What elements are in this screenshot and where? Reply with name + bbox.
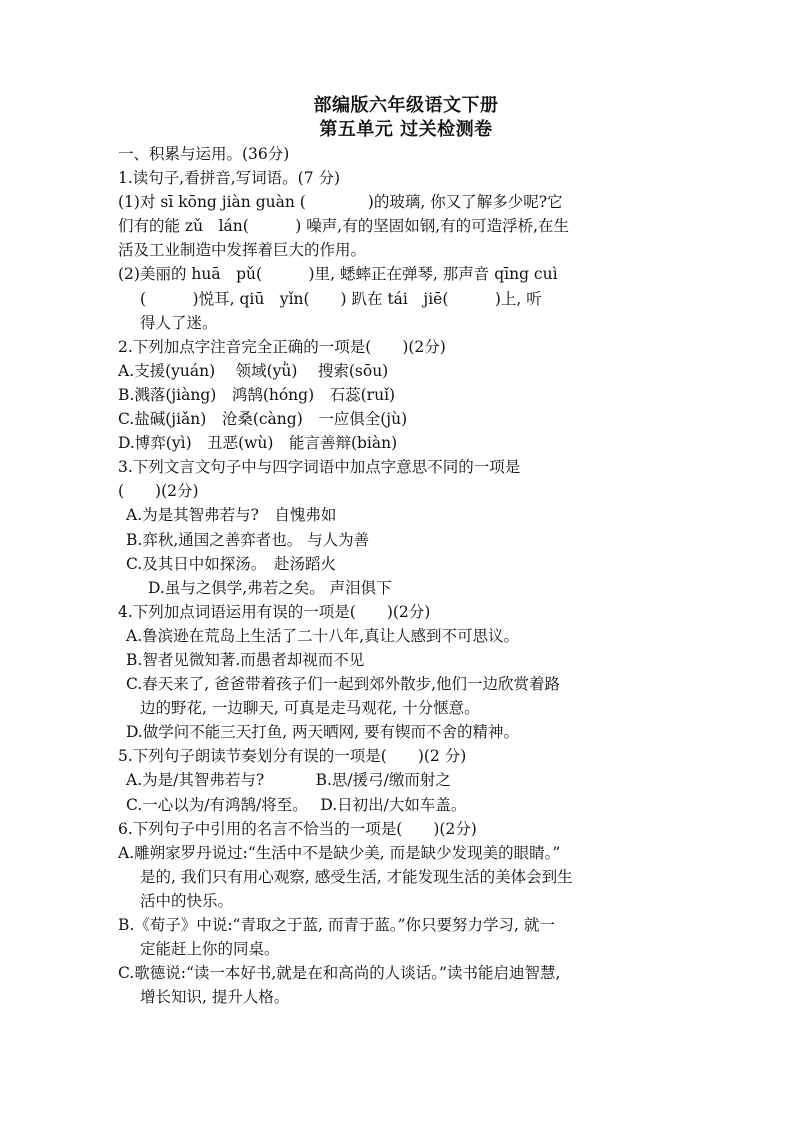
text-line: A.雕朔家罗丹说过:“生活中不是缺少美, 而是缺少发现美的眼睛。” xyxy=(118,843,561,862)
text-line: 4.下列加点词语运用有误的一项是( )(2分) xyxy=(118,602,431,621)
text-line: (2)美丽的 huā pǔ( )里, 蟋蟀正在弹琴, 那声音 qīng cuì xyxy=(118,265,558,284)
text-line: 3.下列文言文句子中与四字词语中加点字意思不同的一项是 xyxy=(118,458,521,477)
text-line: ( )悦耳, qiū yǐn( ) 趴在 tái jiē( )上, 听 xyxy=(140,289,542,308)
question-content xyxy=(118,142,686,1009)
text-line: D.做学问不能三天打鱼, 两天晒网, 要有锲而不舍的精神。 xyxy=(126,723,520,742)
text-line: A.为是/其智弗若与? B.思/援弓/缴而射之 xyxy=(126,771,451,790)
text-line: C.春天来了, 爸爸带着孩子们一起到郊外散步,他们一边欣赏着路 xyxy=(126,675,561,694)
text-line: A.为是其智弗若与? 自愧弗如 xyxy=(126,506,337,525)
text-line: (1)对 sī kōng jiàn guàn ( )的玻璃, 你又了解多少呢?它 xyxy=(118,193,563,212)
text-line: 边的野花, 一边聊天, 可真是走马观花, 十分惬意。 xyxy=(140,699,480,718)
text-line: C.歌德说:“读一本好书,就是在和高尚的人谈话。”读书能启迪智慧, xyxy=(118,964,561,983)
text-line: ( )(2分) xyxy=(118,482,199,501)
text-line: 是的, 我们只有用心观察, 感受生活, 才能发现生活的美体会到生 xyxy=(140,867,573,886)
text-line: B.智者见微知著.而愚者却视而不见 xyxy=(126,650,365,669)
text-line: C.一心以为/有鸿鹄/将至。 D.日初出/大如车盖。 xyxy=(126,795,467,814)
text-line: 1.读句子,看拼音,写词语。(7 分) xyxy=(118,169,341,188)
text-line: C.盐碱(jiǎn) 沧桑(càng) 一应俱全(jù) xyxy=(118,410,408,429)
text-line: 5.下列句子朗读节奏划分有误的一项是( )(2 分) xyxy=(118,747,467,766)
text-line: B.溅落(jiàng) 鸿鹄(hóng) 石蕊(ruǐ) xyxy=(118,385,396,404)
text-line: 2.下列加点字注音完全正确的一项是( )(2分) xyxy=(118,337,446,356)
text-line: D.虽与之俱学,弗若之矣。 声泪俱下 xyxy=(148,578,392,597)
text-line: 们有的能 zǔ lán( ) 噪声,有的坚固如钢,有的可造浮桥,在生 xyxy=(118,217,570,236)
text-line: 6.下列句子中引用的名言不恰当的一项是( )(2分) xyxy=(118,819,477,838)
text-line: 增长知识, 提升人格。 xyxy=(140,988,290,1007)
text-line: B.《荀子》中说:“青取之于蓝, 而青于蓝。”你只要努力学习, 就一 xyxy=(118,916,555,934)
text-line: C.及其日中如探汤。 赴汤蹈火 xyxy=(126,554,336,573)
text-line: 得人了迷。 xyxy=(140,313,218,332)
text-line: B.弈秋,通国之善弈者也。 与人为善 xyxy=(126,530,370,549)
text-line: 活及工业制造中发挥着巨大的作用。 xyxy=(118,241,367,260)
page-title: 部编版六年级语文下册 xyxy=(313,95,499,116)
text-line: 活中的快乐。 xyxy=(140,891,234,910)
exam-page xyxy=(118,94,686,1009)
text-line: 一、积累与运用。(36分) xyxy=(118,145,290,163)
text-line: D.博弈(yì) 丑恶(wù) 能言善辩(biàn) xyxy=(118,434,398,453)
text-line: 定能赶上你的同桌。 xyxy=(140,940,280,959)
page-subtitle: 第五单元 过关检测卷 xyxy=(319,119,493,140)
text-line: A.支援(yuán) 领域(yǜ) 搜索(sōu) xyxy=(118,361,389,380)
text-line: A.鲁滨逊在荒岛上生活了二十八年,真让人感到不可思议。 xyxy=(126,626,520,645)
